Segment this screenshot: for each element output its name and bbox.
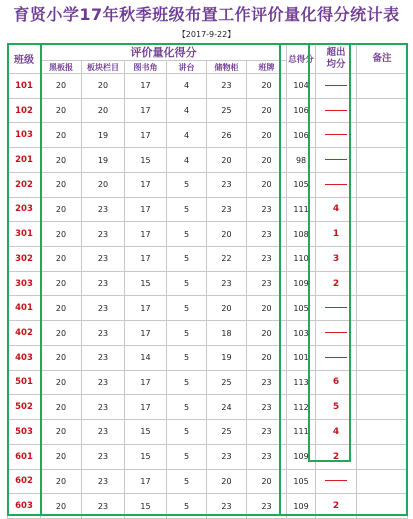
class-cell: 501 <box>8 370 41 395</box>
class-sign-score-cell: 20 <box>247 172 287 197</box>
podium-score-cell: 5 <box>167 271 207 296</box>
book-corner-score-cell: 17 <box>125 321 167 346</box>
below-average-dash <box>325 184 347 185</box>
blackboard-score-cell: 20 <box>41 321 82 346</box>
note-cell <box>357 345 408 370</box>
report-date: 【2017-9-22】 <box>177 30 236 39</box>
note-cell <box>357 148 408 173</box>
class-cell: 602 <box>8 469 41 494</box>
blackboard-score-cell: 20 <box>41 444 82 469</box>
board-columns-score-cell: 20 <box>82 74 125 99</box>
locker-score-cell: 20 <box>207 469 247 494</box>
book-corner-score-cell: 17 <box>125 74 167 99</box>
podium-score-cell: 4 <box>167 98 207 123</box>
blackboard-score-cell: 20 <box>41 222 82 247</box>
book-corner-score-cell: 17 <box>125 370 167 395</box>
book-corner-score-cell: 17 <box>125 395 167 420</box>
class-header: 班级 <box>8 44 41 74</box>
podium-score-cell: 5 <box>167 395 207 420</box>
board-columns-score-cell: 20 <box>82 172 125 197</box>
locker-score-cell: 23 <box>207 444 247 469</box>
total-cell: 112 <box>287 395 316 420</box>
over-average-cell: 5 <box>316 395 357 420</box>
item-header-blackboard: 黑板报 <box>41 61 82 74</box>
table-row <box>8 271 408 296</box>
table-row <box>8 172 408 197</box>
board-columns-score-cell: 23 <box>82 395 125 420</box>
podium-score-cell: 5 <box>167 172 207 197</box>
podium-score-cell: 5 <box>167 494 207 519</box>
podium-score-cell: 4 <box>167 74 207 99</box>
class-sign-score-cell: 20 <box>247 345 287 370</box>
over-average-cell <box>316 98 357 123</box>
blackboard-score-cell: 20 <box>41 271 82 296</box>
podium-score-cell: 5 <box>167 222 207 247</box>
locker-score-cell: 25 <box>207 420 247 445</box>
below-average-dash <box>325 85 347 86</box>
locker-score-cell: 23 <box>207 74 247 99</box>
board-columns-score-cell: 19 <box>82 148 125 173</box>
note-cell <box>357 395 408 420</box>
total-cell: 109 <box>287 271 316 296</box>
over-average-cell <box>316 469 357 494</box>
class-cell: 603 <box>8 494 41 519</box>
over-average-cell: 4 <box>316 420 357 445</box>
class-sign-score-cell: 20 <box>247 74 287 99</box>
over-average-cell <box>316 321 357 346</box>
class-cell: 302 <box>8 247 41 272</box>
note-cell <box>357 444 408 469</box>
class-cell: 401 <box>8 296 41 321</box>
book-corner-score-cell: 17 <box>125 469 167 494</box>
note-cell <box>357 247 408 272</box>
total-cell: 106 <box>287 123 316 148</box>
total-cell: 108 <box>287 222 316 247</box>
podium-score-cell: 5 <box>167 345 207 370</box>
over-average-cell: 1 <box>316 222 357 247</box>
class-cell: 201 <box>8 148 41 173</box>
note-cell <box>357 370 408 395</box>
class-sign-score-cell: 20 <box>247 469 287 494</box>
note-cell <box>357 321 408 346</box>
board-columns-score-cell: 23 <box>82 321 125 346</box>
total-cell: 105 <box>287 469 316 494</box>
table-row <box>8 222 408 247</box>
locker-score-cell: 23 <box>207 172 247 197</box>
class-cell: 203 <box>8 197 41 222</box>
table-row <box>8 444 408 469</box>
table-row <box>8 197 408 222</box>
class-cell: 102 <box>8 98 41 123</box>
board-columns-score-cell: 23 <box>82 197 125 222</box>
below-average-dash <box>325 159 347 160</box>
book-corner-score-cell: 15 <box>125 420 167 445</box>
book-corner-score-cell: 15 <box>125 494 167 519</box>
board-columns-score-cell: 23 <box>82 271 125 296</box>
over-average-cell <box>316 148 357 173</box>
table-body <box>8 74 408 519</box>
page-title: 育贤小学17年秋季班级布置工作评价量化得分统计表 <box>13 5 400 24</box>
total-cell: 111 <box>287 197 316 222</box>
podium-score-cell: 5 <box>167 197 207 222</box>
over-average-cell: 2 <box>316 271 357 296</box>
podium-score-cell: 5 <box>167 247 207 272</box>
table-row <box>8 370 408 395</box>
class-cell: 502 <box>8 395 41 420</box>
podium-score-cell: 4 <box>167 148 207 173</box>
board-columns-score-cell: 23 <box>82 420 125 445</box>
locker-score-cell: 26 <box>207 123 247 148</box>
podium-score-cell: 4 <box>167 123 207 148</box>
table-row <box>8 395 408 420</box>
total-cell: 110 <box>287 247 316 272</box>
over-average-header-line2: 均分 <box>326 58 346 70</box>
blackboard-score-cell: 20 <box>41 420 82 445</box>
blackboard-score-cell: 20 <box>41 345 82 370</box>
table-row <box>8 345 408 370</box>
below-average-dash <box>325 110 347 111</box>
blackboard-score-cell: 20 <box>41 197 82 222</box>
class-sign-score-cell: 23 <box>247 420 287 445</box>
class-cell: 403 <box>8 345 41 370</box>
blackboard-score-cell: 20 <box>41 98 82 123</box>
over-average-cell: 4 <box>316 197 357 222</box>
blackboard-score-cell: 20 <box>41 74 82 99</box>
over-average-cell: 3 <box>316 247 357 272</box>
class-sign-score-cell: 23 <box>247 247 287 272</box>
note-cell <box>357 469 408 494</box>
class-sign-score-cell: 23 <box>247 395 287 420</box>
over-average-cell <box>316 74 357 99</box>
table-row <box>8 123 408 148</box>
item-header-class-sign: 班牌 <box>247 61 287 74</box>
podium-score-cell: 5 <box>167 469 207 494</box>
board-columns-score-cell: 23 <box>82 494 125 519</box>
below-average-dash <box>325 134 347 135</box>
score-group-header: 评价量化得分 <box>41 44 287 61</box>
note-cell <box>357 296 408 321</box>
book-corner-score-cell: 17 <box>125 197 167 222</box>
total-cell: 106 <box>287 98 316 123</box>
note-header: 备注 <box>357 44 408 74</box>
note-cell <box>357 222 408 247</box>
note-cell <box>357 271 408 296</box>
table-row <box>8 148 408 173</box>
table-row <box>8 296 408 321</box>
note-cell <box>357 74 408 99</box>
below-average-dash <box>325 480 347 481</box>
book-corner-score-cell: 15 <box>125 271 167 296</box>
total-cell: 104 <box>287 74 316 99</box>
podium-score-cell: 5 <box>167 444 207 469</box>
class-sign-score-cell: 23 <box>247 271 287 296</box>
class-sign-score-cell: 23 <box>247 222 287 247</box>
class-cell: 101 <box>8 74 41 99</box>
class-cell: 202 <box>8 172 41 197</box>
class-sign-score-cell: 20 <box>247 98 287 123</box>
class-sign-score-cell: 20 <box>247 123 287 148</box>
book-corner-score-cell: 17 <box>125 98 167 123</box>
locker-score-cell: 23 <box>207 271 247 296</box>
blackboard-score-cell: 20 <box>41 494 82 519</box>
board-columns-score-cell: 23 <box>82 469 125 494</box>
book-corner-score-cell: 15 <box>125 148 167 173</box>
total-cell: 109 <box>287 494 316 519</box>
book-corner-score-cell: 14 <box>125 345 167 370</box>
over-average-cell <box>316 345 357 370</box>
board-columns-score-cell: 23 <box>82 296 125 321</box>
table-row <box>8 98 408 123</box>
class-sign-score-cell: 20 <box>247 321 287 346</box>
over-average-cell <box>316 172 357 197</box>
table-row <box>8 420 408 445</box>
podium-score-cell: 5 <box>167 321 207 346</box>
podium-score-cell: 5 <box>167 296 207 321</box>
class-cell: 103 <box>8 123 41 148</box>
note-cell <box>357 98 408 123</box>
total-cell: 105 <box>287 172 316 197</box>
item-header-locker: 储物柜 <box>207 61 247 74</box>
note-cell <box>357 172 408 197</box>
note-cell <box>357 123 408 148</box>
locker-score-cell: 23 <box>207 494 247 519</box>
total-cell: 101 <box>287 345 316 370</box>
table-row <box>8 469 408 494</box>
class-sign-score-cell: 23 <box>247 494 287 519</box>
book-corner-score-cell: 15 <box>125 444 167 469</box>
locker-score-cell: 22 <box>207 247 247 272</box>
note-cell <box>357 420 408 445</box>
total-cell: 109 <box>287 444 316 469</box>
score-table <box>7 43 408 519</box>
board-columns-score-cell: 20 <box>82 98 125 123</box>
note-cell <box>357 197 408 222</box>
locker-score-cell: 25 <box>207 98 247 123</box>
table-row <box>8 74 408 99</box>
table-row <box>8 321 408 346</box>
blackboard-score-cell: 20 <box>41 148 82 173</box>
below-average-dash <box>325 357 347 358</box>
blackboard-score-cell: 20 <box>41 296 82 321</box>
class-cell: 301 <box>8 222 41 247</box>
total-cell: 105 <box>287 296 316 321</box>
total-cell: 103 <box>287 321 316 346</box>
blackboard-score-cell: 20 <box>41 370 82 395</box>
total-cell: 113 <box>287 370 316 395</box>
locker-score-cell: 18 <box>207 321 247 346</box>
below-average-dash <box>325 307 347 308</box>
book-corner-score-cell: 17 <box>125 222 167 247</box>
class-sign-score-cell: 20 <box>247 148 287 173</box>
below-average-dash <box>325 332 347 333</box>
blackboard-score-cell: 20 <box>41 123 82 148</box>
board-columns-score-cell: 23 <box>82 444 125 469</box>
blackboard-score-cell: 20 <box>41 247 82 272</box>
note-cell <box>357 494 408 519</box>
locker-score-cell: 25 <box>207 370 247 395</box>
class-sign-score-cell: 23 <box>247 197 287 222</box>
total-cell: 98 <box>287 148 316 173</box>
locker-score-cell: 20 <box>207 148 247 173</box>
over-average-cell <box>316 296 357 321</box>
locker-score-cell: 24 <box>207 395 247 420</box>
total-cell: 111 <box>287 420 316 445</box>
class-cell: 601 <box>8 444 41 469</box>
item-header-board-columns: 板块栏目 <box>82 61 125 74</box>
header-row-top <box>8 44 408 61</box>
book-corner-score-cell: 17 <box>125 123 167 148</box>
total-header: 总得分 <box>287 44 316 74</box>
over-average-cell: 2 <box>316 494 357 519</box>
class-sign-score-cell: 23 <box>247 370 287 395</box>
board-columns-score-cell: 23 <box>82 222 125 247</box>
board-columns-score-cell: 23 <box>82 345 125 370</box>
board-columns-score-cell: 23 <box>82 247 125 272</box>
class-sign-score-cell: 20 <box>247 296 287 321</box>
blackboard-score-cell: 20 <box>41 395 82 420</box>
table-row <box>8 494 408 519</box>
item-header-book-corner: 图书角 <box>125 61 167 74</box>
blackboard-score-cell: 20 <box>41 469 82 494</box>
locker-score-cell: 23 <box>207 197 247 222</box>
class-cell: 503 <box>8 420 41 445</box>
blackboard-score-cell: 20 <box>41 172 82 197</box>
class-sign-score-cell: 23 <box>247 444 287 469</box>
locker-score-cell: 20 <box>207 222 247 247</box>
over-average-header-line1: 超出 <box>326 46 346 58</box>
podium-score-cell: 5 <box>167 420 207 445</box>
over-average-cell: 6 <box>316 370 357 395</box>
class-cell: 402 <box>8 321 41 346</box>
over-average-cell: 2 <box>316 444 357 469</box>
table-row <box>8 247 408 272</box>
locker-score-cell: 19 <box>207 345 247 370</box>
item-header-podium: 讲台 <box>167 61 207 74</box>
locker-score-cell: 20 <box>207 296 247 321</box>
board-columns-score-cell: 19 <box>82 123 125 148</box>
table-header <box>8 44 408 74</box>
class-cell: 303 <box>8 271 41 296</box>
over-average-header <box>316 44 357 74</box>
book-corner-score-cell: 17 <box>125 172 167 197</box>
over-average-cell <box>316 123 357 148</box>
book-corner-score-cell: 17 <box>125 296 167 321</box>
board-columns-score-cell: 23 <box>82 370 125 395</box>
book-corner-score-cell: 17 <box>125 247 167 272</box>
podium-score-cell: 5 <box>167 370 207 395</box>
